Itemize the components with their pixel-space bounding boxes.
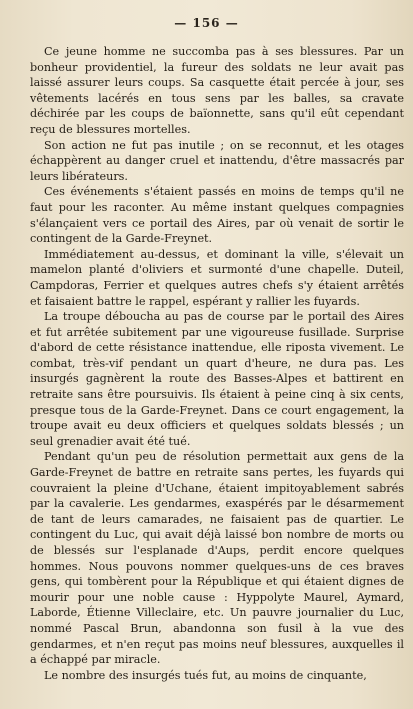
- paragraph: Ce jeune homme ne succomba pas à ses blessures. Par un bonheur providentiel, la fureur des soldats ne leur avait pas laissé assurer leurs coups. Sa casquette était percée à jour, ses vêtements lacérés en tous sens par les balles, sa cravate déchirée par les coups de baïonnette, sans qu'il eût cependant reçu de blessures mortelles.: [30, 45, 404, 136]
- paragraph: La troupe déboucha au pas de course par le portail des Aires et fut arrêtée subitement par une vigoureuse fusillade. Surprise d'abord de cette résistance inattendue, elle riposta vivement. Le combat, très-vif pendant un quart d'heure, ne dura pas. Les insurgés gagnèrent la route des Basses-Alpes et battirent en retraite sans être poursuivis. Ils étaient à peine cinq à six cents, presque tous de la Garde-Freynet. Dans ce court engagement, la troupe avait eu deux officiers et quelques soldats blessés ; un seul grenadier avait été tué.: [30, 310, 404, 448]
- paragraph: Ces événements s'étaient passés en moins de temps qu'il ne faut pour les raconter. Au même instant quelques compagnies s'élançaient vers ce portail des Aires, par où venait de sortir le contingent de la Garde-Freynet.: [30, 185, 404, 246]
- page-number: — 156 —: [174, 16, 239, 30]
- paragraph: Son action ne fut pas inutile ; on se reconnut, et les otages échappèrent au danger cruel et inattendu, d'être massacrés par leurs libérateurs.: [30, 138, 404, 183]
- paragraph: Le nombre des insurgés tués fut, au moins de cinquante,: [44, 668, 367, 682]
- body-text: [30, 44, 404, 683]
- paragraph: Pendant qu'un peu de résolution permettait aux gens de la Garde-Freynet de battre en retraite sans pertes, les fuyards qui couvraient la pleine d'Uchane, étaient impitoyablement sabrés par la cavalerie. Les gendarmes, exaspérés par le désarmement de tant de leurs camarades, ne faisaient pas de quartier. Le contingent du Luc, qui avait déjà laissé bon nombre de morts ou de blessés sur l'esplanade d'Aups, perdit encore quelques hommes. Nous pouvons nommer quelques-uns de ces braves gens, qui tombèrent pour la République et qui étaient dignes de mourir pour une noble cause : Hyppolyte Maurel, Aymard, Laborde, Étienne Villeclaire, etc. Un pauvre journalier du Luc, nommé Pascal Brun, abandonna son fusil à la vue des gendarmes, et n'en reçut pas moins neuf blessures, auxquelles il a échappé par miracle.: [30, 450, 404, 667]
- paragraph: Immédiatement au-dessus, et dominant la ville, s'élevait un mamelon planté d'oliviers et surmonté d'une chapelle. Duteil, Campdoras, Ferrier et quelques autres chefs s'y étaient arrêtés et faisaient battre le rappel, espérant y rallier les fuyards.: [30, 247, 404, 308]
